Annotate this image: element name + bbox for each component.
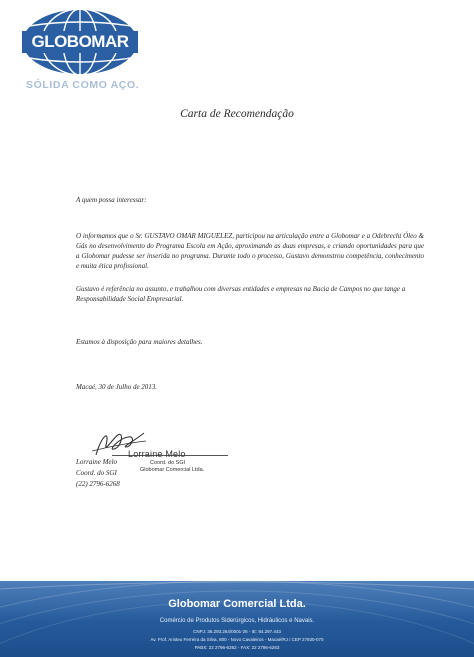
signatory-phone: (22) 2796-6268 bbox=[76, 480, 120, 488]
tagline: SÓLIDA COMO AÇO. bbox=[26, 79, 140, 91]
paragraph-availability: Estamos à disposição para maiores detalhes. bbox=[76, 338, 203, 346]
paragraph-introduction: O informamos que o Sr. GUSTAVO OMAR MIGUELEZ, participou na articulação entre a Globomar e a Odebrecht Óleo & Gás no desenvolvimento do Programa Escola em Ação, aproximando as duas empresas, e criando oportunidades para que a Globomar pudesse ser inserida no programa. Durante todo o processo, Gustavo demonstrou competência, conhecimento e muita ética profissional. bbox=[76, 232, 424, 270]
stamp-role: Coord. do SGI bbox=[150, 460, 186, 466]
footer-company: Globomar Comercial Ltda. bbox=[168, 598, 306, 610]
footer-phones: PABX: 22 2796-6262 - FAX: 22 2796-6263 bbox=[194, 645, 280, 650]
stamp-name: Lorraine Melo bbox=[128, 449, 186, 459]
footer-address: Av. Prof. Aristeu Ferreira da Silva, 800 - Novo Cavaleiros - Macaé/RJ / CEP 27930-070 bbox=[150, 637, 324, 642]
logo-wordmark: GLOBOMAR bbox=[31, 32, 129, 51]
paragraph-reference: Gustavo é referência no assunto, e trabalhou com diversas entidades e empresas na Bacia de Campos no que tange a Responsabilidade Social Empresarial. bbox=[76, 285, 406, 303]
signatory-role: Coord. do SGI bbox=[76, 469, 117, 477]
stamp-company: Globomar Comercial Ltda. bbox=[140, 467, 205, 473]
letter-date: Macaé, 30 de Julho de 2013. bbox=[76, 383, 158, 391]
salutation: A quem possa interessar: bbox=[76, 196, 147, 204]
footer-cnpj: CNPJ: 36.293.264/0001-26 - IE: 84.297.443 bbox=[193, 629, 281, 634]
signatory-name: Lorraine Melo bbox=[76, 458, 118, 466]
letter-title: Carta de Recomendação bbox=[180, 108, 294, 120]
globomar-logo bbox=[19, 6, 141, 78]
footer-description: Comércio de Produtos Siderúrgicos, Hidráulicos e Navais. bbox=[159, 618, 315, 624]
